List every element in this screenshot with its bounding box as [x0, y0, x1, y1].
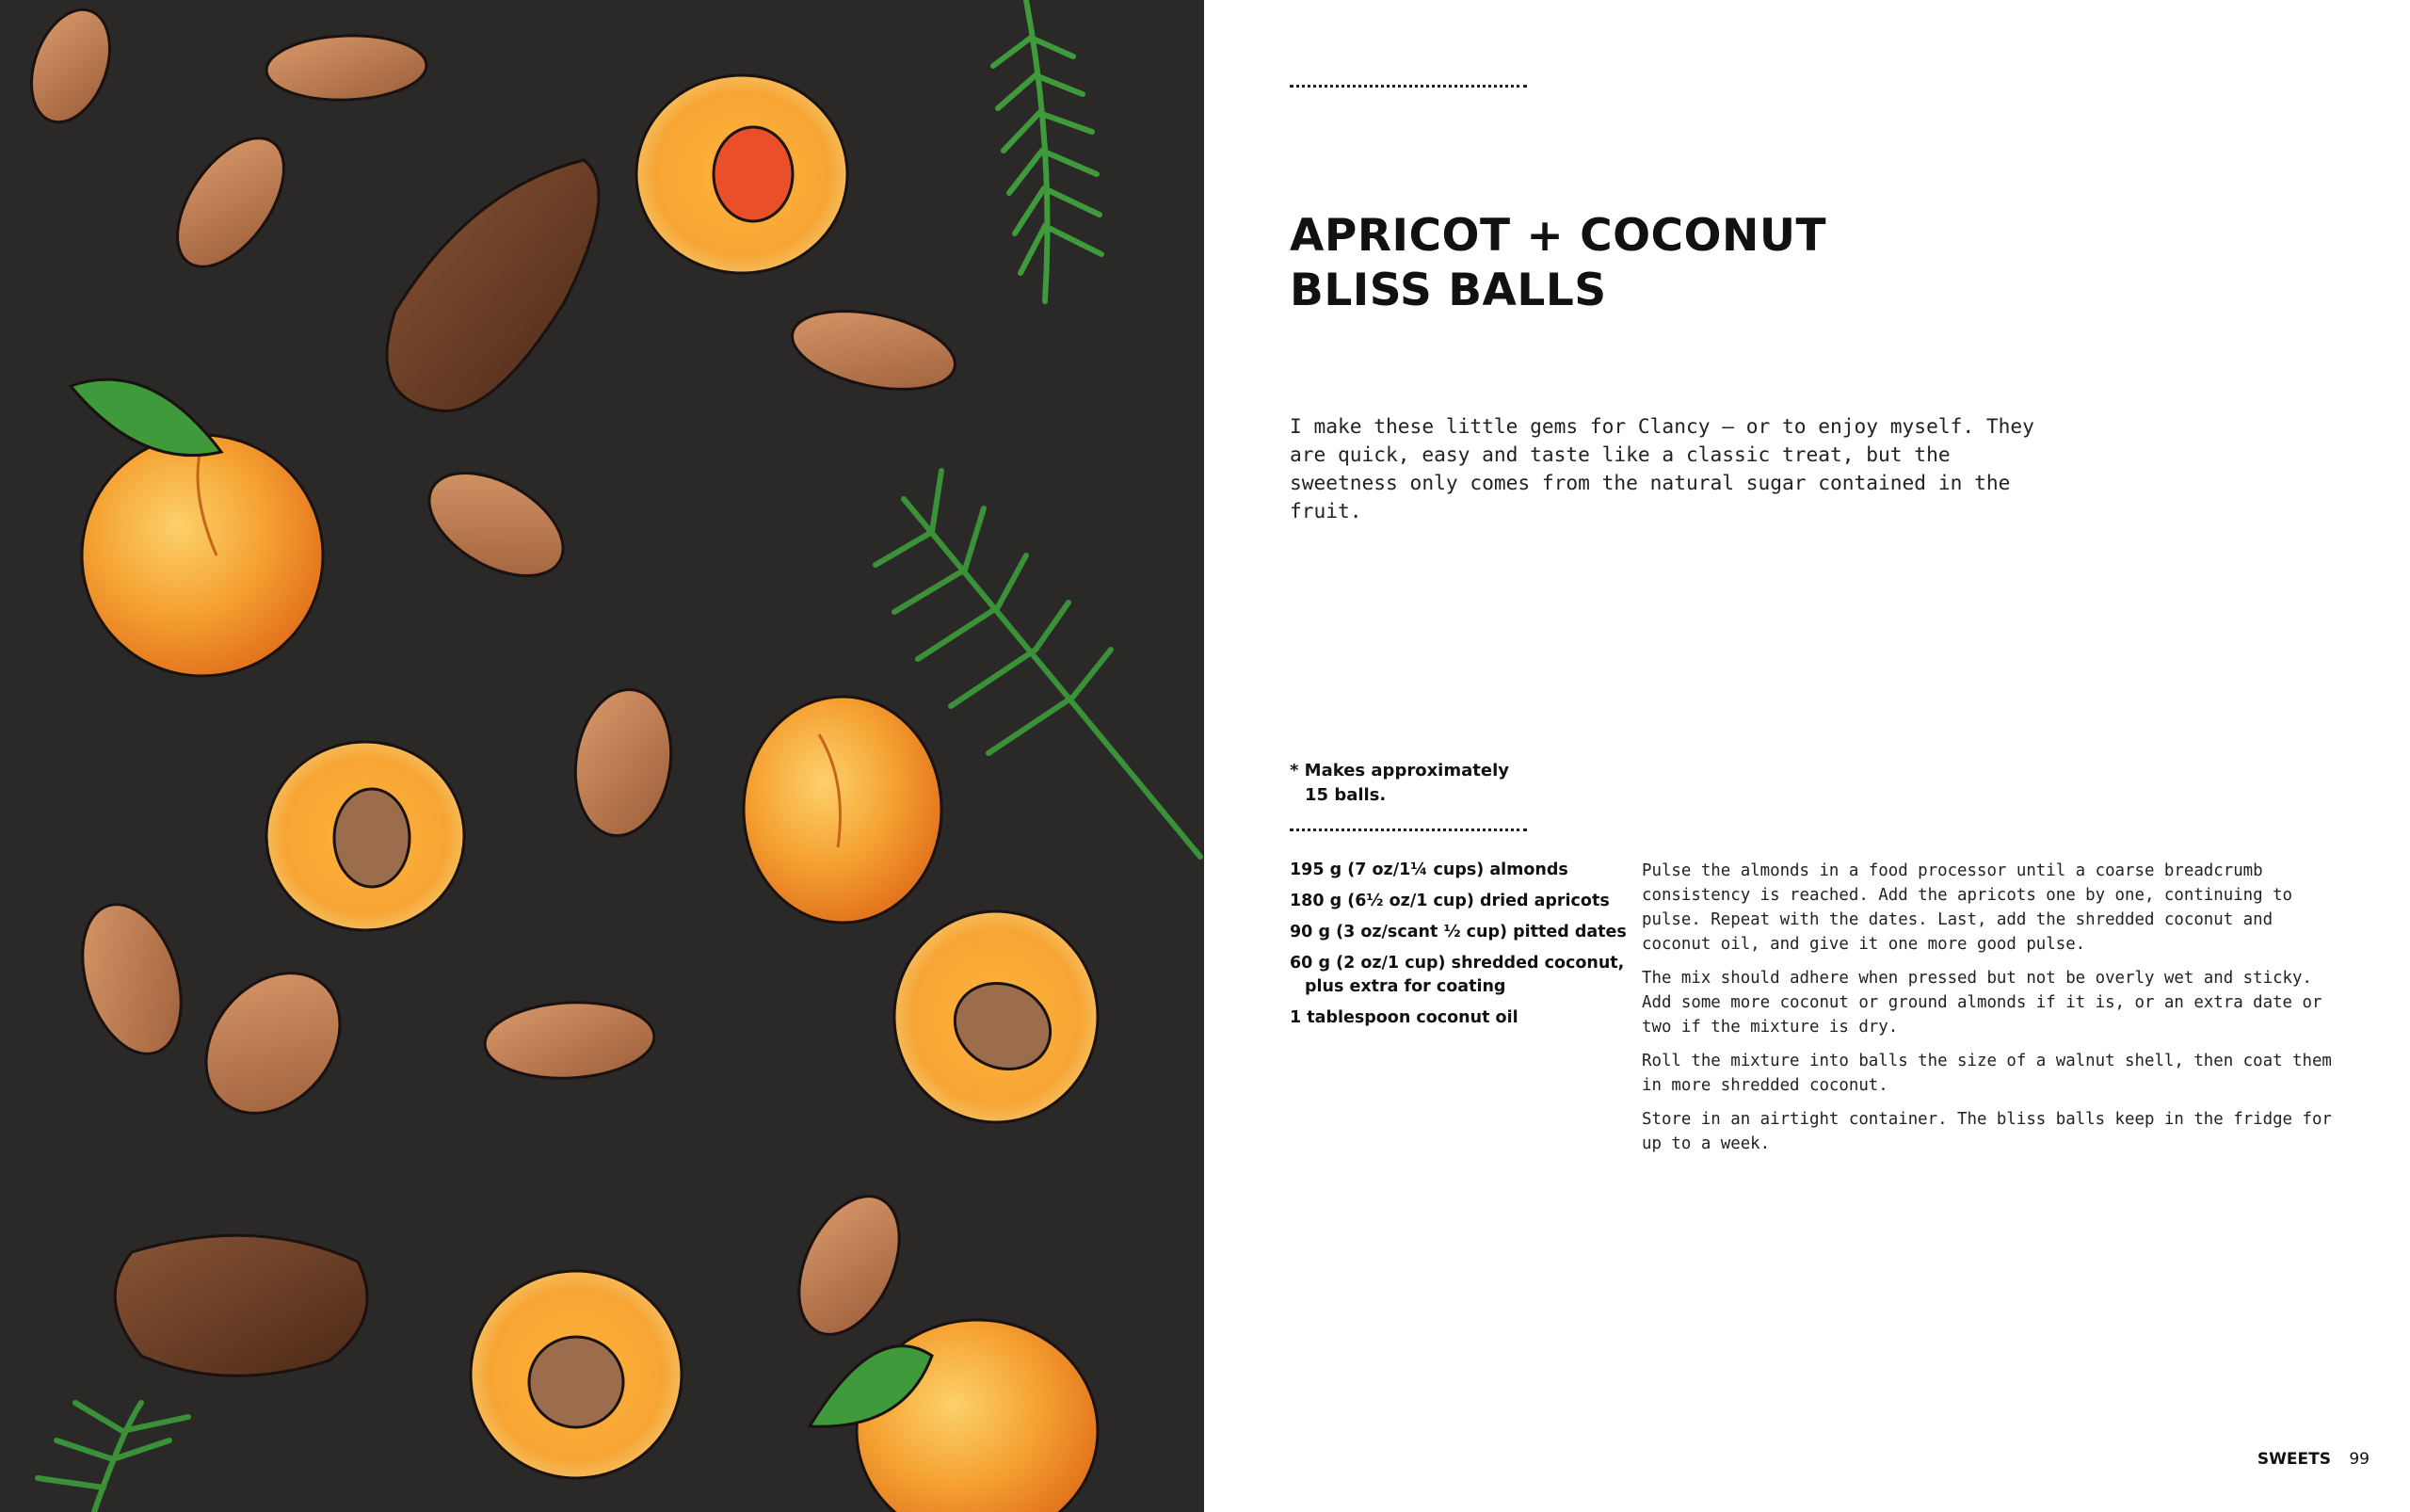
ingredient-item: 195 g (7 oz/1¼ cups) almonds — [1290, 861, 1568, 879]
recipe-title — [1290, 209, 2137, 318]
ingredient-list — [1290, 859, 1647, 1037]
page-footer — [2257, 1450, 2370, 1469]
recipe-intro: I make these little gems for Clancy – or to enjoy myself. They are quick, easy and taste like a classic treat, but the sweetness only comes from the natural sugar contained in the fruit. — [1290, 414, 2034, 523]
recipe-yield — [1290, 759, 1572, 808]
top-dotted-rule — [1290, 85, 1527, 88]
recipe-title-line-2: BLISS BALLS — [1290, 265, 1607, 316]
method-step: Store in an airtight container. The bliss balls keep in the fridge for up to a week. — [1642, 1110, 2332, 1153]
ingredient-item: 60 g (2 oz/1 cup) shredded coconut, plus extra for coating — [1290, 954, 1625, 996]
palm-frond-bottom — [38, 1403, 188, 1512]
method-step: Roll the mixture into balls the size of a walnut shell, then coat them in more shredded coconut. — [1642, 1052, 2332, 1095]
yield-line-2: 15 balls. — [1305, 785, 1387, 805]
recipe-page — [1204, 0, 2410, 1512]
ingredients-dotted-rule — [1290, 828, 1527, 831]
page-number: 99 — [2349, 1450, 2370, 1469]
ingredient-item: 180 g (6½ oz/1 cup) dried apricots — [1290, 892, 1610, 910]
ingredient-item: 1 tablespoon coconut oil — [1290, 1008, 1518, 1027]
palm-frond-top — [993, 0, 1101, 301]
method-steps — [1642, 859, 2343, 1166]
section-name: SWEETS — [2257, 1450, 2331, 1469]
method-step: Pulse the almonds in a food processor until a coarse breadcrumb consistency is reached. Add the apricots one by one, continuing to pulse. Repeat with the dates. Last, add the shredded coconut and coconut oil, and give it one more good pulse. — [1642, 861, 2293, 954]
yield-line-1: * Makes approximately — [1290, 761, 1509, 780]
apricot-half-group — [266, 75, 1098, 1478]
recipe-title-line-1: APRICOT + COCONUT — [1290, 210, 1827, 262]
fruit-illustration — [0, 0, 1204, 1512]
ingredient-item: 90 g (3 oz/scant ½ cup) pitted dates — [1290, 923, 1627, 941]
method-step: The mix should adhere when pressed but not be overly wet and sticky. Add some more coconut or ground almonds if it is, or an extra date or two if the mixture is dry. — [1642, 969, 2322, 1037]
